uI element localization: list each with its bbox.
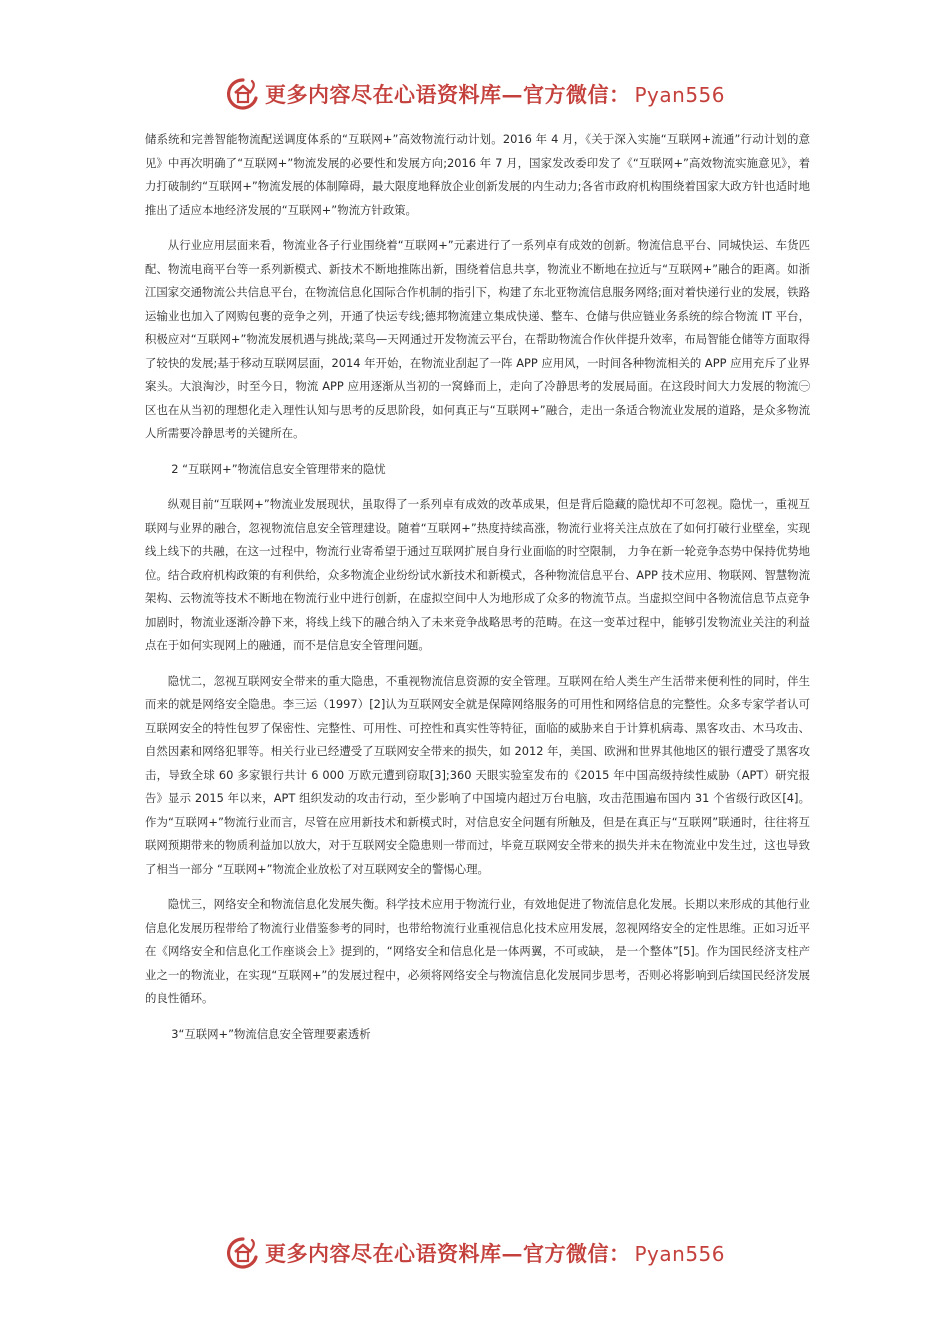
brand-logo-icon [225,1235,261,1271]
banner-text: 更多内容尽在心语资料库—官方微信： Pyan556 [264,1241,725,1266]
watermark-banner-top [0,74,950,114]
paragraph-policy: 储系统和完善智能物流配送调度体系的“互联网+”高效物流行动计划。2016 年 4 月，《关于深入实施“互联网+流通”行动计划的意见》中再次明确了“互联网+”物流发展的必要性和发展方向;2016 年 7 月，国家发改委印发了《“互联网+”高效物流实施意见》，着力打破制约“互联网+”物流发展的体制障碍，最大限度地释放企业创新发展的内生动力;各省市政府机构围绕着国家大政方针也适时地推出了适应本地经济发展的“互联网+”物流方针政策。 [145,132,810,217]
paragraph-concern-3: 隐忧三，网络安全和物流信息化发展失衡。科学技术应用于物流行业，有效地促进了物流信息化发展。长期以来形成的其他行业信息化发展历程带给了物流行业借鉴参考的同时，也带给物流行业重视信息化技术应用发展，忽视网络安全的定性思维。正如习近平在《网络安全和信息化工作座谈会上》提到的，“网络安全和信息化是一体两翼，不可或缺， 是一个整体”[5]。作为国民经济支柱产业之一的物流业，在实现“互联网+”的发展过程中，必须将网络安全与物流信息化发展同步思考，否则必将影响到后续国民经济发展的良性循环。 [145,897,810,1005]
section-heading-3: 3“互联网+”物流信息安全管理要素透析 [171,1026,371,1041]
section-heading-2: 2 “互联网+”物流信息安全管理带来的隐忧 [171,461,386,476]
wechat-id: Pyan556 [634,1242,725,1266]
watermark-banner-bottom [0,1233,950,1273]
paragraph-industry-application: 从行业应用层面来看，物流业各子行业围绕着“互联网+”元素进行了一系列卓有成效的创新。物流信息平台、同城快运、车货匹配、物流电商平台等一系列新模式、新技术不断地推陈出新，围绕着信息共享，物流业不断地在拉近与“互联网+”融合的距离。如浙江国家交通物流公共信息平台，在物流信息化国际合作机制的指引下，构建了东北亚物流信息服务网络;面对着快递行业的发展，铁路运输业也加入了网购包裹的竞争之列，开通了快运专线;德邦物流建立集成快递、整车、仓储与供应链业务系统的综合物流 IT 平台，积极应对“互联网+”物流发展机遇与挑战;菜鸟—天网通过开发物流云平台，在帮助物流合作伙伴提升效率，布局智能仓储等方面取得了较快的发展;基于移动互联网层面，2014 年开始，在物流业刮起了一阵 APP 应用风，一时间各种物流相关的 APP 应用充斥了业界案头。大浪淘沙，时至今日，物流 APP 应用逐渐从当初的一窝蜂而上，走向了冷静思考的发展局面。在这段时间大力发展的物流㊀区也在从当初的理想化走入理性认知与思考的反思阶段，如何真正与“互联网+”融合，走出一条适合物流业发展的道路，是众多物流人所需要冷静思考的关键所在。 [145,238,810,440]
brand-logo-icon [225,76,261,112]
article-body [145,128,810,1058]
paragraph-concern-1: 纵观目前“互联网+”物流业发展现状，虽取得了一系列卓有成效的改革成果，但是背后隐藏的隐忧却不可忽视。隐忧一，重视互联网与业界的融合，忽视物流信息安全管理建设。随着“互联网+”热度持续高涨，物流行业将关注点放在了如何打破行业壁垒，实现线上线下的共融，在这一过程中，物流行业寄希望于通过互联网扩展自身行业面临的时空限制， 力争在新一轮竞争态势中保持优势地位。结合政府机构政策的有利供给，众多物流企业纷纷试水新技术和新模式，各种物流信息平台、APP 技术应用、物联网、智慧物流架构、云物流等技术不断地在物流行业中进行创新，在虚拟空间中人为地形成了众多的物流节点。当虚拟空间中各物流信息节点竞争加剧时，物流业逐渐冷静下来，将线上线下的融合纳入了未来竞争战略思考的范畴。在这一变革过程中，能够引发物流业关注的利益点在于如何实现网上的融通，而不是信息安全管理问题。 [145,497,810,652]
wechat-id: Pyan556 [634,83,725,107]
paragraph-concern-2: 隐忧二，忽视互联网安全带来的重大隐患，不重视物流信息资源的安全管理。互联网在给人类生产生活带来便利性的同时，伴生而来的就是网络安全隐患。李三运（1997）[2]认为互联网安全就是保障网络服务的可用性和网络信息的完整性。众多专家学者认可互联网安全的特性包罗了保密性、完整性、可用性、可控性和真实性等特征，面临的威胁来自于计算机病毒、黑客攻击、木马攻击、自然因素和网络犯罪等。相关行业已经遭受了互联网安全带来的损失，如 2012 年，美国、欧洲和世界其他地区的银行遭受了黑客攻击，导致全球 60 多家银行共计 6 000 万欧元遭到窃取[3];360 天眼实验室发布的《2015 年中国高级持续性威胁（APT）研究报告》显示 2015 年以来，APT 组织发动的攻击行动，至少影响了中国境内超过万台电脑，攻击范围遍布国内 31 个省级行政区[4]。作为“互联网+”物流行业而言，尽管在应用新技术和新模式时，对信息安全问题有所触及，但是在真正与“互联网”联通时，往往将互联网预期带来的物质利益加以放大，对于互联网安全隐患则一带而过，毕竟互联网安全带来的损失并未在物流业中发生过，这也导致了相当一部分 “互联网+”物流企业放松了对互联网安全的警惕心理。 [145,673,810,876]
banner-text: 更多内容尽在心语资料库—官方微信： Pyan556 [264,82,725,107]
